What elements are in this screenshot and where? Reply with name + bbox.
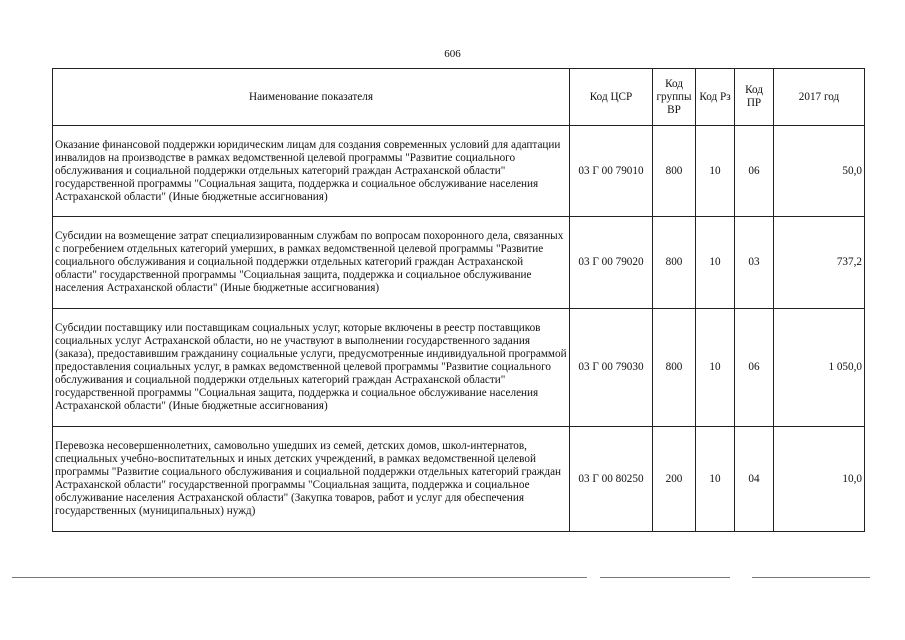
bottom-divider-right — [752, 577, 870, 578]
row-csr: 03 Г 00 80250 — [570, 427, 653, 532]
row-amount: 1 050,0 — [774, 309, 865, 427]
row-vr: 800 — [653, 126, 696, 217]
row-vr: 200 — [653, 427, 696, 532]
header-csr: Код ЦСР — [570, 69, 653, 126]
row-name: Оказание финансовой поддержки юридическим лицам для создания современных условий для адаптации инвалидов на производстве в рамках ведомственной целевой программы "Развитие социального обслуживания и социальной поддержки отдельных категорий граждан Астраханской области" государственной программы "Социальная защита, поддержка и социальное обслуживание населения Астраханской области" (Иные бюджетные ассигнования) — [53, 126, 570, 217]
header-year: 2017 год — [774, 69, 865, 126]
header-rz: Код Рз — [696, 69, 735, 126]
bottom-divider-middle — [600, 577, 730, 578]
table-row — [53, 126, 865, 217]
table-row — [53, 427, 865, 532]
bottom-divider-left — [12, 577, 587, 578]
row-rz: 10 — [696, 126, 735, 217]
row-name: Перевозка несовершеннолетних, самовольно ушедших из семей, детских домов, школ-интернатов, специальных учебно-воспитательных и иных детских учреждений, в рамках ведомственной целевой программы "Развитие социального обслуживания и социальной поддержки отдельных категорий граждан Астраханской области" государственной программы "Социальная защита, поддержка и социальное обслуживание населения Астраханской области" (Закупка товаров, работ и услуг для обеспечения государственных (муниципальных) нужд) — [53, 427, 570, 532]
row-pr: 03 — [735, 217, 774, 309]
row-vr: 800 — [653, 309, 696, 427]
row-csr: 03 Г 00 79020 — [570, 217, 653, 309]
row-amount: 10,0 — [774, 427, 865, 532]
header-pr: Код ПР — [735, 69, 774, 126]
row-name: Субсидии на возмещение затрат специализированным службам по вопросам похоронного дела, связанных с погребением отдельных категорий умерших, в рамках ведомственной целевой программы "Развитие социального обслуживания и социальной поддержки отдельных категорий граждан Астраханской области" государственной программы "Социальная защита, поддержка и социальное обслуживание населения Астраханской области" (Иные бюджетные ассигнования) — [53, 217, 570, 309]
row-name: Субсидии поставщику или поставщикам социальных услуг, которые включены в реестр поставщиков социальных услуг Астраханской области, но не участвуют в выполнении государственного задания (заказа), предоставившим гражданину социальные услуги, предусмотренные индивидуальной программой предоставления социальных услуг, в рамках ведомственной целевой программы "Развитие социального обслуживания и социальной поддержки отдельных категорий граждан Астраханской области" государственной программы "Социальная защита, поддержка и социальное обслуживание населения Астраханской области" (Иные бюджетные ассигнования) — [53, 309, 570, 427]
header-name: Наименование показателя — [53, 69, 570, 126]
row-rz: 10 — [696, 309, 735, 427]
row-rz: 10 — [696, 217, 735, 309]
row-vr: 800 — [653, 217, 696, 309]
table-row — [53, 309, 865, 427]
budget-table — [52, 68, 865, 532]
page-number: 606 — [444, 48, 461, 60]
row-pr: 06 — [735, 309, 774, 427]
row-pr: 04 — [735, 427, 774, 532]
row-pr: 06 — [735, 126, 774, 217]
header-vr: Код группы ВР — [653, 69, 696, 126]
row-amount: 737,2 — [774, 217, 865, 309]
row-amount: 50,0 — [774, 126, 865, 217]
table-row — [53, 217, 865, 309]
row-rz: 10 — [696, 427, 735, 532]
row-csr: 03 Г 00 79030 — [570, 309, 653, 427]
table-header-row — [53, 69, 865, 126]
row-csr: 03 Г 00 79010 — [570, 126, 653, 217]
